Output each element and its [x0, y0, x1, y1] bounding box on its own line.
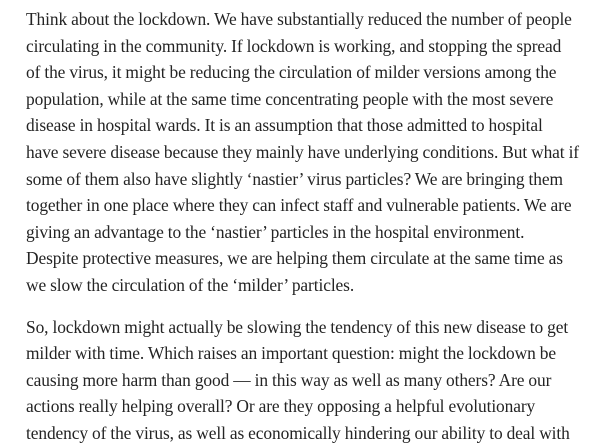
text-line: disease in hospital wards. It is an assumption that those admitted to hospital — [26, 115, 543, 136]
text-line: circulating in the community. If lockdown is working, and stopping the spread — [26, 35, 562, 56]
text-line: causing more harm than good — in this way as well as many others? Are our — [26, 369, 552, 390]
text-line: milder with time. Which raises an important question: might the lockdown be — [26, 343, 556, 364]
text-line: actions really helping overall? Or are they opposing a helpful evolutionary — [26, 396, 536, 417]
paragraph-harm-question — [26, 314, 586, 447]
text-line: Think about the lockdown. We have substantially reduced the number of people — [26, 9, 572, 29]
text-line: together in one place where they can infect staff and vulnerable patients. We are — [26, 195, 572, 216]
text-line: of the virus, it might be reducing the circulation of milder versions among the — [26, 62, 557, 83]
text-line: Despite protective measures, we are helping them circulate at the same time as — [26, 248, 563, 269]
text-line: we slow the circulation of the ‘milder’ particles. — [26, 274, 355, 295]
text-line: So, lockdown might actually be slowing the tendency of this new disease to get — [26, 316, 569, 337]
paragraph-lockdown-effects — [26, 6, 586, 299]
text-line: giving an advantage to the ‘nastier’ particles in the hospital environment. — [26, 221, 525, 242]
text-line: tendency of the virus, as well as economically hindering our ability to deal with — [26, 422, 570, 443]
text-line: have severe disease because they mainly have underlying conditions. But what if — [26, 141, 579, 162]
text-line: population, while at the same time concentrating people with the most severe — [26, 88, 554, 109]
text-line: some of them also have slightly ‘nastier’ virus particles? We are bringing them — [26, 168, 563, 189]
article-body — [26, 6, 586, 447]
